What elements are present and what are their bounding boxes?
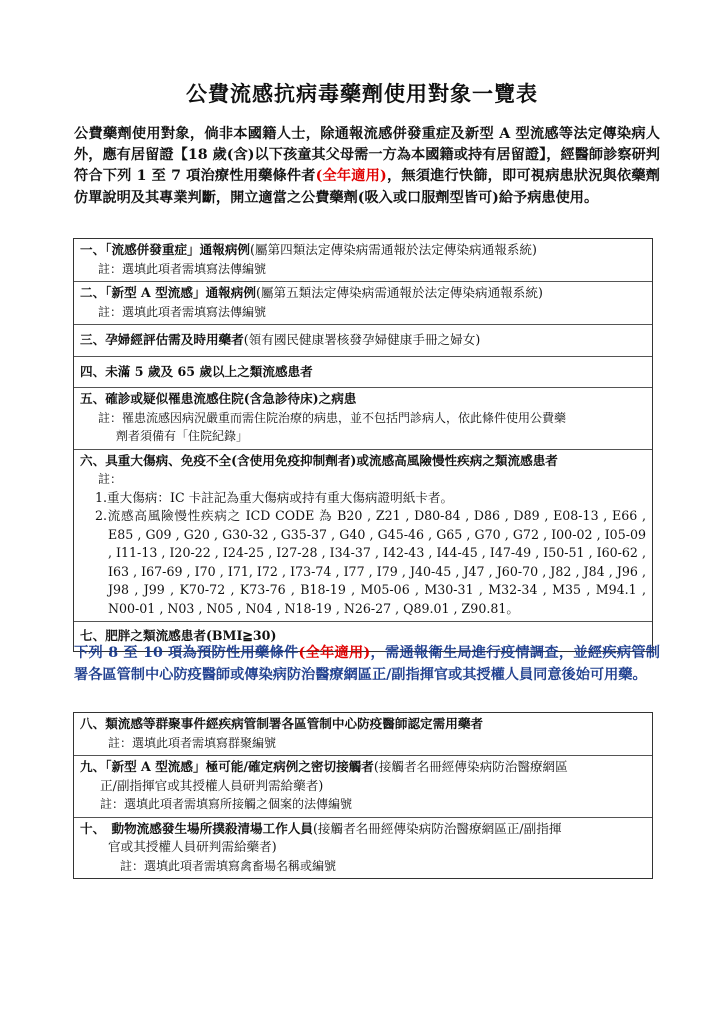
prevention-intro-red: (全年適用) xyxy=(298,645,371,661)
item-5-note-line2: 劑者須備有「住院紀錄」 xyxy=(116,429,249,443)
item-5 xyxy=(74,388,652,450)
prevention-table xyxy=(73,712,653,879)
item-6-title: 六、具重大傷病、免疫不全(含使用免疫抑制劑者)或流感高風險慢性疾病之類流感患者 xyxy=(80,452,558,468)
intro-text-1: 公費藥劑使用對象，倘非本國籍人士，除通報流感併發重症及新型 A 型流感等法定傳染病人外，應有居留證【18 歲(含)以下孩童其父母需一方為本國籍或持有居留證】，經醫師診察研判符合下列 1 至 7 項治療性用藥條件者 xyxy=(74,126,660,185)
treatment-table xyxy=(73,238,653,652)
item-8-title: 八、類流感等群聚事件經疾病管制署各區管制中心防疫醫師認定需用藥者 xyxy=(80,716,483,731)
item-2-title: 二、「新型 A 型流感」通報病例 xyxy=(80,285,256,300)
item-6-list-1: 1.重大傷病：IC 卡註記為重大傷病或持有重大傷病證明紙卡者。 xyxy=(95,489,454,505)
item-10-title: 十、 動物流感發生場所撲殺清場工作人員 xyxy=(80,820,313,836)
item-9-desc-2: 正/副指揮官或其授權人員研判需給藥者) xyxy=(100,777,324,793)
item-3 xyxy=(74,325,652,357)
intro-red-note: (全年適用) xyxy=(315,168,387,185)
item-9-note: 註：選填此項者需填寫所接觸之個案的法傳編號 xyxy=(100,797,353,811)
item-1 xyxy=(74,239,652,282)
prevention-intro-text-1: 下列 8 至 10 項為預防性用藥條件 xyxy=(74,645,299,661)
item-9 xyxy=(74,756,652,818)
item-5-note-line1: 註：罹患流感因病況嚴重而需住院治療的病患，並不包括門診病人，依此條件使用公費藥 xyxy=(98,410,567,425)
item-9-desc: (接觸者名冊經傳染病防治醫療網區 xyxy=(373,759,568,774)
item-7-title: 七、肥胖之類流感患者(BMI≧30) xyxy=(80,628,277,643)
item-1-title: 一、「流感併發重症」通報病例 xyxy=(80,242,251,257)
item-10-desc-2: 官或其授權人員研判需給藥者) xyxy=(108,839,277,854)
item-2-note: 註：選填此項者需填寫法傳編號 xyxy=(98,304,267,319)
item-9-title: 九、「新型 A 型流感」極可能/確定病例之密切接觸者 xyxy=(80,759,374,774)
item-6 xyxy=(74,450,652,623)
item-10-note: 註：選填此項者需填寫禽畜場名稱或編號 xyxy=(120,858,337,873)
item-8-note: 註：選填此項者需填寫群聚編號 xyxy=(108,735,277,750)
item-1-note: 註：選填此項者需填寫法傳編號 xyxy=(98,261,267,276)
item-6-list-2: 2.流感高風險慢性疾病之 ICD CODE 為 B20 , Z21 , D80-84 , D86 , D89 , E08-13 , E66 , E85 , G09 , G20 , G30-32 , G35-37 , G40 , G45-46 , G65 , G70 , G72 , I00-02 , I05-09 , I11-13 , I20-22 , I24-25 , I27-28 , I34-37 , I42-43 , I44-45 , I47-49 , I50-51 , I60-62 , I63 , I67-69 , I70 , I71, I72 , I73-74 , I77 , I79 , J40-45 , J47 , J60-70 , J82 , J84 , J96 , J98 , J99 , K70-72 , K73-76 , B18-19 , M05-06 , M30-31 , M32-34 , M35 , M94.1 , N00-01 , N03 , N05 , N04 , N18-19 , N26-27 , Q89.01 , Z90.81。 xyxy=(95,508,646,616)
intro-text-2: ，無須進行快篩，即可視病患狀況與依藥劑仿單說明及其專業判斷，開立適當之公費藥劑(吸入或口服劑型皆可)給予病患使用。 xyxy=(74,168,660,206)
item-3-title: 三、孕婦經評估需及時用藥者 xyxy=(80,332,244,347)
prevention-intro-text-2: ，需通報衛生局進行疫情調查，並經疾病管制署各區管制中心防疫醫師或傳染病防治醫療網區正/副指揮官或其授權人員同意後始可用藥。 xyxy=(74,645,660,683)
item-2 xyxy=(74,282,652,325)
item-2-desc: (屬第五類法定傳染病需通報於法定傳染病通報系統) xyxy=(255,285,543,300)
item-4 xyxy=(74,357,652,389)
item-5-title: 五、確診或疑似罹患流感住院(含急診待床)之病患 xyxy=(80,391,357,406)
prevention-intro xyxy=(74,642,660,686)
item-10-desc: (接觸者名冊經傳染病防治醫療網區正/副指揮 xyxy=(312,820,562,836)
item-1-desc: (屬第四類法定傳染病需通報於法定傳染病通報系統) xyxy=(250,242,537,257)
item-3-desc: (領有國民健康署核發孕婦健康手冊之婦女) xyxy=(243,332,481,347)
item-6-note: 註： xyxy=(98,472,123,486)
intro-paragraph xyxy=(74,124,660,209)
page-title: 公費流感抗病毒藥劑使用對象一覽表 xyxy=(186,81,538,106)
item-4-title: 四、未滿 5 歲及 65 歲以上之類流感患者 xyxy=(80,363,313,379)
item-8 xyxy=(74,713,652,756)
item-10 xyxy=(74,818,652,879)
